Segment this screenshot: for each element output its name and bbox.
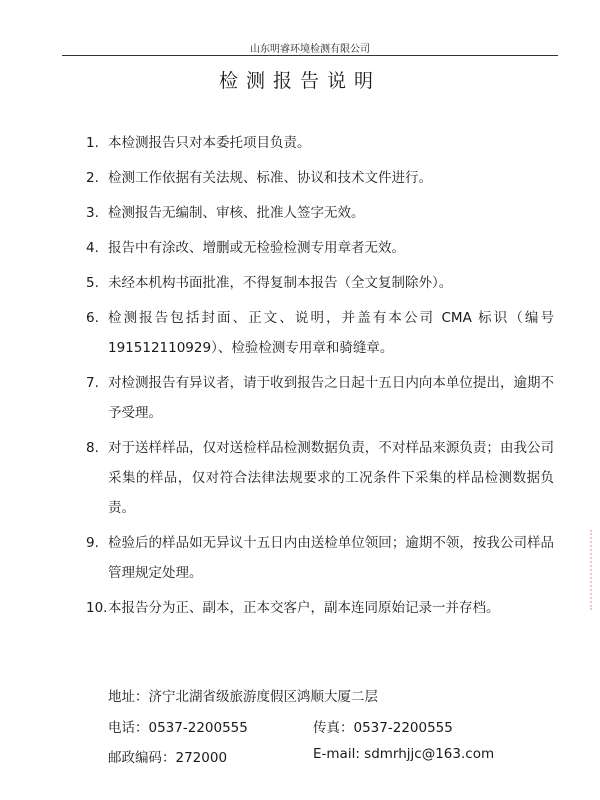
company-header: 山东明睿环境检测有限公司	[250, 44, 370, 55]
list-item	[86, 233, 554, 263]
list-item-number: 2.	[86, 170, 99, 186]
list-item-number: 10.	[86, 600, 108, 616]
address-line	[108, 685, 568, 705]
list-item-text: 本报告分为正、副本，正本交客户，副本连同原始记录一并存档。	[108, 600, 500, 616]
list-item-text: 检验后的样品如无异议十五日内由送检单位领回；逾期不领，按我公司样品管理规定处理。	[108, 535, 554, 581]
list-item	[86, 303, 554, 363]
list-item-number: 4.	[86, 240, 99, 256]
contact-row-1	[108, 716, 568, 736]
instructions-list	[86, 128, 554, 628]
list-item-text: 检测报告包括封面、正文、说明，并盖有本公司 CMA 标识（编号 191512110929）、检验检测专用章和骑缝章。	[108, 310, 554, 356]
list-item-text: 未经本机构书面批准，不得复制本报告（全文复制除外）。	[108, 275, 453, 291]
list-item-text: 检测报告无编制、审核、批准人签字无效。	[108, 205, 365, 221]
list-item-text: 本检测报告只对本委托项目负责。	[108, 135, 311, 151]
list-item-text: 对检测报告有异议者，请于收到报告之日起十五日内向本单位提出，逾期不予受理。	[108, 375, 554, 421]
postcode-text: 邮政编码：272000	[108, 750, 228, 766]
list-item	[86, 163, 554, 193]
list-item	[86, 528, 554, 588]
list-item-number: 5.	[86, 275, 99, 291]
email-text: E-mail: sdmrhjjc@163.com	[313, 746, 495, 762]
fax-text: 传真：0537-2200555	[313, 720, 453, 736]
list-item	[86, 198, 554, 228]
address-text: 地址：济宁北湖省级旅游度假区鸿顺大厦二层	[108, 689, 378, 705]
phone-text: 电话：0537-2200555	[108, 720, 248, 736]
list-item-text: 检测工作依据有关法规、标准、协议和技术文件进行。	[108, 170, 432, 186]
seal-edge-mark	[580, 530, 592, 610]
list-item-text: 报告中有涂改、增删或无检验检测专用章者无效。	[108, 240, 405, 256]
list-item-number: 8.	[86, 440, 99, 456]
list-item	[86, 368, 554, 428]
list-item-number: 1.	[86, 135, 99, 151]
header-divider	[62, 55, 558, 56]
list-item-number: 7.	[86, 375, 99, 391]
list-item-number: 6.	[86, 310, 99, 326]
page-title: 检测报告说明	[218, 70, 381, 92]
list-item	[86, 433, 554, 523]
list-item-text: 对于送样样品，仅对送检样品检测数据负责，不对样品来源负责；由我公司采集的样品，仅对符合法律法规要求的工况条件下采集的样品检测数据负责。	[108, 440, 554, 516]
list-item	[86, 268, 554, 298]
contact-row-2	[108, 746, 568, 766]
list-item	[86, 128, 554, 158]
list-item-number: 9.	[86, 535, 99, 551]
list-item-number: 3.	[86, 205, 99, 221]
list-item	[86, 593, 554, 623]
